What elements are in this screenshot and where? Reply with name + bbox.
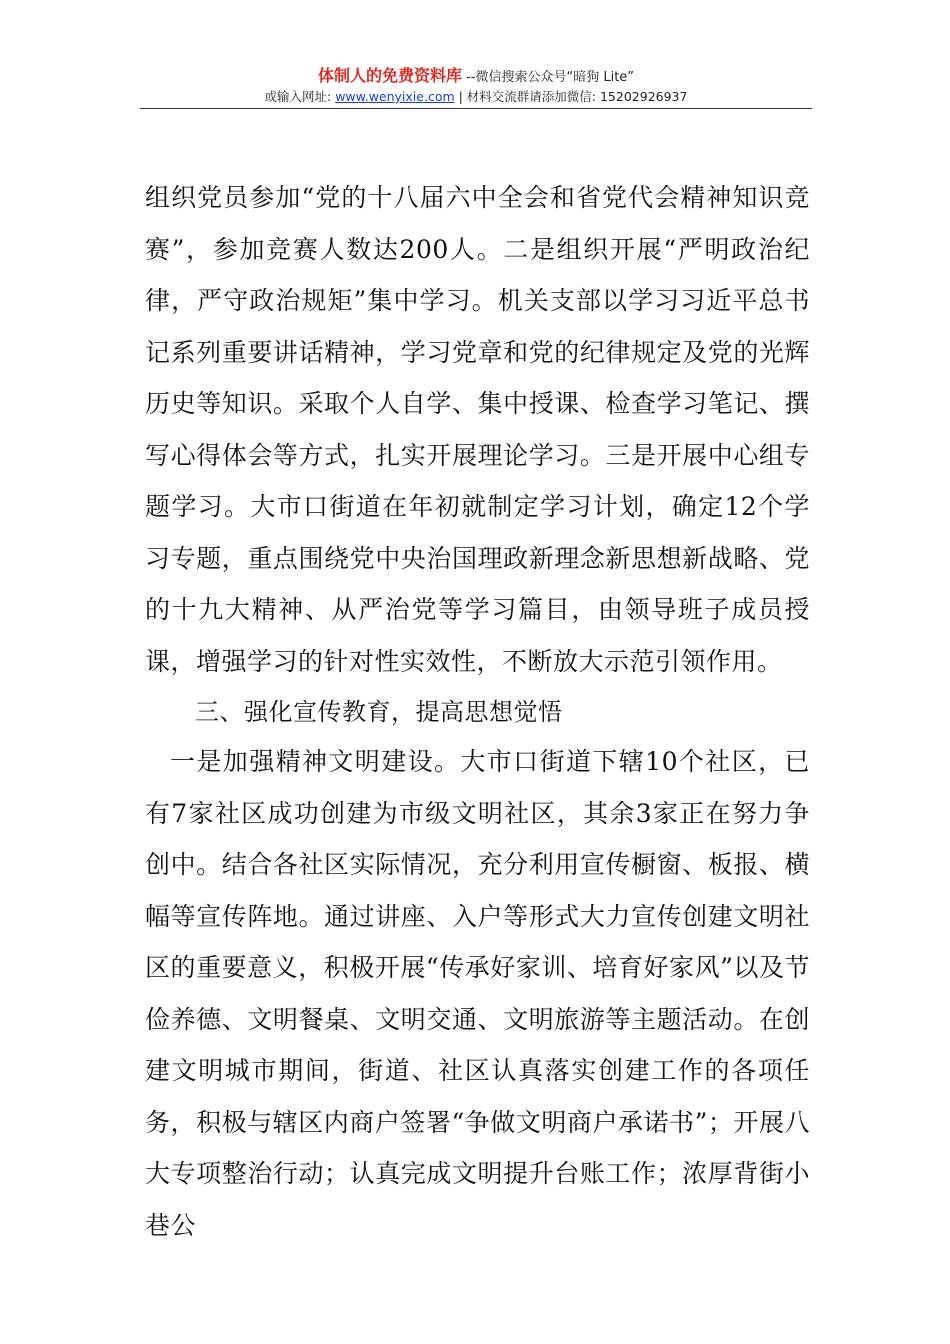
body-paragraph: 一是加强精神文明建设。大市口街道下辖10个社区，已有7家社区成功创建为市级文明社区，其余3家正在努力争创中。结合各社区实际情况，充分利用宣传橱窗、板报、横幅等宣传阵地。通过讲座、入户等形式大力宣传创建文明社区的重要意义，积极开展“传承好家训、培育好家风”以及节俭养德、文明餐桌、文明交通、文明旅游等主题活动。在创建文明城市期间，街道、社区认真落实创建工作的各项任务，积极与辖区内商户签署“争做文明商户承诺书”；开展八大专项整治行动；认真完成文明提升台账工作；浓厚背街小巷公 — [145, 747, 810, 1240]
section-heading: 三、强化宣传教育，提高思想觉悟 — [195, 698, 563, 726]
body-paragraph: 组织党员参加“党的十八届六中全会和省党代会精神知识竞赛”，参加竞赛人数达200人。二是组织开展“严明政治纪律，严守政治规矩”集中学习。机关支部以学习习近平总书记系列重要讲话精神，学习党章和党的纪律规定及党的光辉历史等知识。采取个人自学、集中授课、检查学习笔记、撰写心得体会等方式，扎实开展理论学习。三是开展中心组专题学习。大市口街道在年初就制定学习计划，确定12个学习专题，重点围绕党中央治国理政新理念新思想新战略、党的十九大精神、从严治党等学习篇目，由领导班子成员授课，增强学习的针对性实效性，不断放大示范引领作用。 — [145, 183, 810, 676]
header-contact-line — [140, 88, 812, 106]
brand-title: 体制人的免费资料库 — [317, 66, 462, 85]
url-prefix: 或输入网址: — [264, 89, 336, 104]
website-link[interactable]: www.wenyixie.com — [335, 89, 455, 104]
header-title-line — [140, 66, 812, 88]
page-header — [140, 66, 812, 106]
document-body — [145, 172, 810, 1251]
contact-suffix: | 材料交流群请添加微信: 15202926937 — [454, 89, 688, 104]
header-divider — [140, 108, 812, 109]
header-tagline: --微信搜索公众号“暗狗 Lite” — [461, 70, 635, 85]
